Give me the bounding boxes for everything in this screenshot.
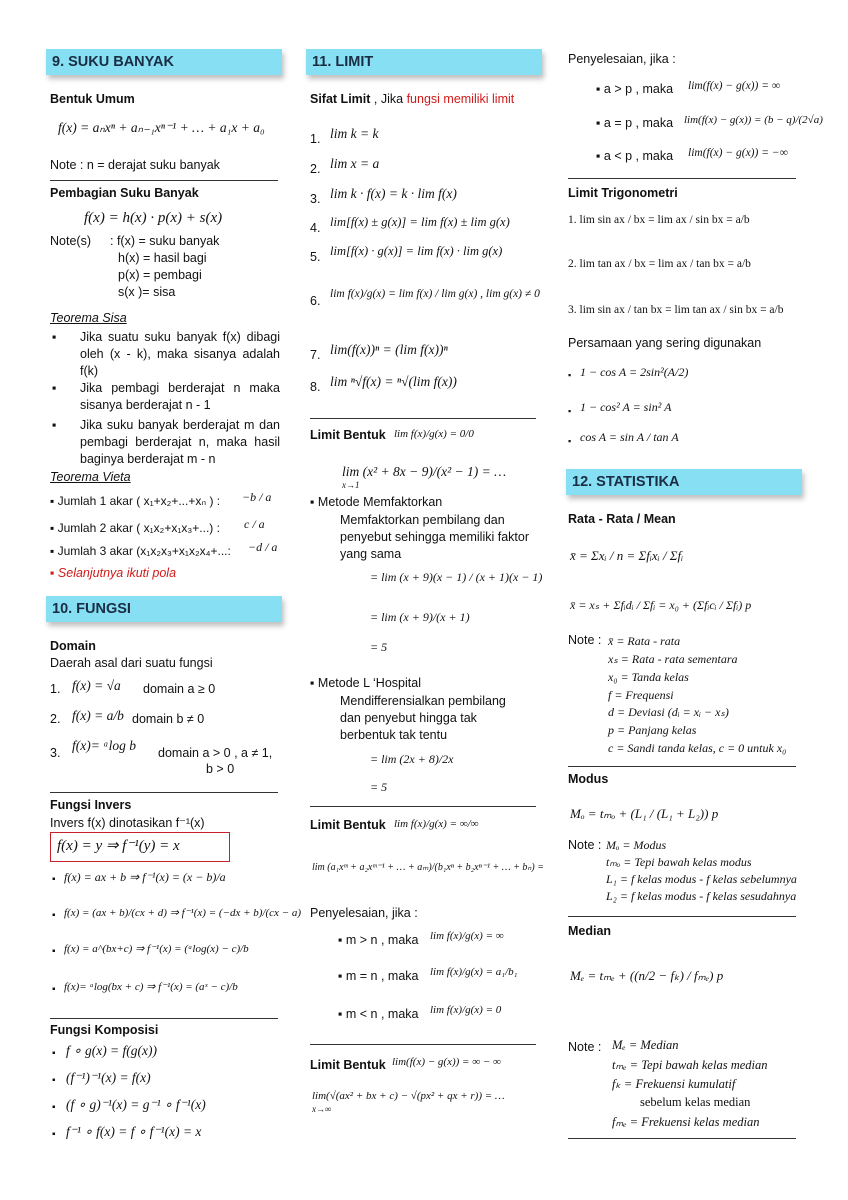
- komposisi-3: (f ∘ g)⁻¹(x) = g⁻¹ ∘ f⁻¹(x): [66, 1097, 206, 1112]
- domain-formula-3: f(x)= ᵃlog b: [72, 738, 136, 753]
- domain-num-1: 1.: [50, 682, 61, 696]
- modus-note-2: tₘₒ = Tepi bawah kelas modus: [606, 855, 752, 869]
- case-m-equal-n-expr: lim f(x)/g(x) = a₁/b₁: [430, 966, 518, 978]
- note-s: s(x )= sisa: [118, 285, 176, 299]
- step-4: = lim (2x + 8)/2x: [370, 752, 454, 766]
- note-label: Note :: [568, 1040, 602, 1054]
- komposisi-1: f ∘ g(x) = f(g(x)): [66, 1043, 158, 1058]
- bullet: ▪: [52, 381, 57, 395]
- modus-note-3: L₁ = f kelas modus - f kelas sebelumnya: [606, 872, 797, 886]
- domain-num-2: 2.: [50, 712, 61, 726]
- divider: [50, 180, 278, 181]
- note-n: Note : n = derajat suku banyak: [50, 158, 220, 172]
- step-3: = 5: [370, 640, 388, 654]
- invers-4: f(x)= ᵃlog(bx + c) ⇒ f⁻¹(x) = (aˣ − c)/b: [64, 981, 238, 993]
- invers-1: f(x) = ax + b ⇒ f⁻¹(x) = (x − b)/a: [64, 870, 226, 884]
- median-note-2: tₘₑ = Tepi bawah kelas median: [612, 1058, 768, 1072]
- limit-bentuk-3-expr: lim(f(x) − g(x)) = ∞ − ∞: [392, 1056, 501, 1068]
- case-a-less-p: ▪ a < p , maka: [596, 149, 674, 163]
- bullet: ▪: [52, 874, 56, 885]
- step-1: = lim (x + 9)(x − 1) / (x + 1)(x − 1): [370, 570, 543, 584]
- bullet: ▪: [52, 910, 56, 921]
- metode-memfaktorkan-desc: Memfaktorkan pembilang dan penyebut sehingga memiliki faktor yang sama: [340, 513, 529, 561]
- penyelesaian-label-2: Penyelesaian, jika :: [568, 52, 676, 66]
- limit-prop-num: 3.: [310, 192, 321, 206]
- heading-median: Median: [568, 924, 612, 938]
- heading-bentuk-umum: Bentuk Umum: [50, 92, 135, 106]
- median-note-3: fₖ = Frekuensi kumulatif: [612, 1077, 736, 1091]
- case-a-equal-p-expr: lim(f(x) − g(x)) = (b − q)/(2√a): [684, 114, 823, 126]
- divider: [310, 806, 536, 807]
- bullet: ▪: [52, 1129, 56, 1140]
- domain-cond-3: domain a > 0 , a ≠ 1,: [158, 746, 273, 760]
- note-f: : f(x) = suku banyak: [110, 234, 220, 248]
- heading-limit-bentuk-2: Limit Bentuk: [310, 818, 386, 832]
- case-a-less-p-expr: lim(f(x) − g(x)) = −∞: [688, 147, 788, 159]
- bullet: ▪: [52, 1102, 56, 1113]
- mean-formula-1: x̄ = Σxᵢ / n = Σfᵢxᵢ / Σfᵢ: [570, 548, 684, 563]
- identity-3: cos A = sin A / tan A: [580, 430, 679, 444]
- case-m-less-n: ▪ m < n , maka: [338, 1007, 419, 1021]
- mean-note-7: c = Sandi tanda kelas, c = 0 untuk x₀: [608, 741, 787, 755]
- domain-cond-2: domain b ≠ 0: [132, 712, 205, 726]
- divider: [50, 1018, 278, 1019]
- bullet: ▪: [52, 946, 56, 957]
- note-label: Note :: [568, 633, 602, 647]
- limit-bentuk-1-expr: lim f(x)/g(x) = 0/0: [394, 428, 474, 440]
- mean-note-4: f = Frequensi: [608, 688, 674, 702]
- vieta-frac-3: −d / a: [248, 540, 278, 554]
- formula-division: f(x) = h(x) · p(x) + s(x): [84, 210, 223, 226]
- heading-fungsi-komposisi: Fungsi Komposisi: [50, 1023, 159, 1037]
- note-h: h(x) = hasil bagi: [118, 251, 207, 265]
- invers-box: f(x) = y ⇒ f⁻¹(y) = x: [50, 832, 230, 862]
- metode-lhospital-desc: Mendifferensialkan pembilang dan penyebut hingga tak berbentuk tak tentu: [340, 694, 506, 742]
- divider: [310, 418, 536, 419]
- identity-2: 1 − cos² A = sin² A: [580, 400, 672, 414]
- bullet: ▪: [52, 984, 56, 995]
- invers-desc: Invers f(x) dinotasikan f⁻¹(x): [50, 816, 205, 830]
- limit-prop-6: lim f(x)/g(x) = lim f(x) / lim g(x) , lim g(x) ≠ 0: [330, 288, 540, 300]
- bullet: ▪: [52, 1075, 56, 1086]
- divider: [50, 792, 278, 793]
- divider: [568, 1138, 796, 1139]
- case-m-greater-n-expr: lim f(x)/g(x) = ∞: [430, 930, 504, 942]
- trig-3: 3. lim sin ax / tan bx = lim tan ax / sin bx = a/b: [568, 304, 784, 316]
- median-note-1: Mₑ = Median: [612, 1038, 679, 1052]
- limit-sub-inf: x→∞: [312, 1104, 332, 1114]
- sifat-limit-condition: fungsi memiliki limit: [406, 92, 515, 106]
- sisa-item-2: Jika pembagi berderajat n maka sisanya berderajat n - 1: [80, 381, 280, 412]
- limit-prop-1: lim k = k: [330, 126, 379, 141]
- heading-limit-trigonometri: Limit Trigonometri: [568, 186, 678, 200]
- divider: [568, 766, 796, 767]
- limit-prop-3: lim k · f(x) = k · lim f(x): [330, 186, 457, 201]
- trig-1: 1. lim sin ax / bx = lim ax / sin bx = a/b: [568, 214, 750, 226]
- median-formula: Mₑ = tₘₑ + ((n/2 − fₖ) / fₘₑ) p: [570, 968, 724, 983]
- komposisi-2: (f⁻¹)⁻¹(x) = f(x): [66, 1070, 151, 1085]
- identity-1: 1 − cos A = 2sin²(A/2): [580, 365, 689, 379]
- limit-prop-num: 2.: [310, 162, 321, 176]
- vieta-item-3: ▪ Jumlah 3 akar (x₁x₂x₃+x₁x₂x₄+...:: [50, 544, 231, 558]
- bullet: ▪: [568, 436, 572, 446]
- case-m-equal-n: ▪ m = n , maka: [338, 969, 419, 983]
- bullet: ▪: [52, 330, 57, 344]
- heading-rata-rata: Rata - Rata / Mean: [568, 512, 676, 526]
- heading-limit-bentuk-3: Limit Bentuk: [310, 1058, 386, 1072]
- limit-prop-7: lim(f(x))ⁿ = (lim f(x))ⁿ: [330, 342, 448, 357]
- limit-prop-num: 6.: [310, 294, 321, 308]
- domain-formula-2: f(x) = a/b: [72, 708, 124, 723]
- mean-note-2: xₛ = Rata - rata sementara: [608, 652, 738, 666]
- bullet: ▪: [568, 370, 572, 380]
- vieta-item-2: ▪ Jumlah 2 akar ( x₁x₂+x₁x₃+...) :: [50, 521, 220, 535]
- note-label: Note :: [568, 838, 602, 852]
- bullet: ▪: [52, 418, 57, 432]
- divider: [568, 916, 796, 917]
- modus-formula: Mₒ = tₘₒ + (L₁ / (L₁ + L₂)) p: [570, 806, 719, 821]
- case-a-greater-p-expr: lim(f(x) − g(x)) = ∞: [688, 80, 781, 92]
- invers-3: f(x) = a^(bx+c) ⇒ f⁻¹(x) = (ᵃlog(x) − c)/b: [64, 943, 249, 955]
- penyelesaian-label: Penyelesaian, jika :: [310, 906, 418, 920]
- mean-note-6: p = Panjang kelas: [608, 723, 697, 737]
- limit-prop-2: lim x = a: [330, 156, 380, 171]
- komposisi-4: f⁻¹ ∘ f(x) = f ∘ f⁻¹(x) = x: [66, 1124, 202, 1139]
- limit-sub: x→1: [342, 480, 360, 490]
- case-a-equal-p: ▪ a = p , maka: [596, 116, 674, 130]
- heading-domain: Domain: [50, 639, 96, 653]
- case-a-greater-p: ▪ a > p , maka: [596, 82, 674, 96]
- median-note-4: fₘₑ = Frekuensi kelas median: [612, 1115, 760, 1129]
- sisa-item-3: Jika suku banyak berderajat m dan pembagi berderajat n, maka hasil baginya berderajat m - n: [80, 418, 280, 466]
- limit-prop-num: 5.: [310, 250, 321, 264]
- limit-prop-num: 1.: [310, 132, 321, 146]
- section-header-suku-banyak: 9. SUKU BANYAK: [46, 49, 282, 75]
- vieta-frac-2: c / a: [244, 517, 265, 531]
- modus-note-4: L₂ = f kelas modus - f kelas sesudahnya: [606, 889, 797, 903]
- limit-prop-5: lim[f(x) · g(x)] = lim f(x) · lim g(x): [330, 244, 503, 258]
- heading-modus: Modus: [568, 772, 609, 786]
- limit-example-1: lim (x² + 8x − 9)/(x² − 1) = …: [342, 464, 507, 479]
- mean-formula-2: x̄ = xₛ + Σfᵢdᵢ / Σfᵢ = x₀ + (Σfᵢcᵢ / Σfᵢ) p: [570, 598, 752, 612]
- sifat-limit-line: [310, 92, 514, 106]
- limit-prop-4: lim[f(x) ± g(x)] = lim f(x) ± lim g(x): [330, 215, 510, 229]
- mean-note-3: x₀ = Tanda kelas: [608, 670, 689, 684]
- step-5: = 5: [370, 780, 388, 794]
- vieta-frac-1: −b / a: [242, 490, 272, 504]
- divider: [310, 1044, 536, 1045]
- vieta-item-1: ▪ Jumlah 1 akar ( x₁+x₂+...+xₙ ) :: [50, 494, 221, 508]
- domain-num-3: 3.: [50, 746, 61, 760]
- median-note-3b: sebelum kelas median: [640, 1095, 751, 1109]
- domain-formula-1: f(x) = √a: [72, 678, 121, 693]
- trig-2: 2. lim tan ax / bx = lim ax / tan bx = a/b: [568, 258, 751, 270]
- heading-persamaan: Persamaan yang sering digunakan: [568, 336, 762, 350]
- sisa-item-1: Jika suatu suku banyak f(x) dibagi oleh (x - k), maka sisanya adalah f(k): [80, 330, 280, 378]
- domain-cond-3b: b > 0: [206, 762, 235, 776]
- note-p: p(x) = pembagi: [118, 268, 202, 282]
- mean-note-1: x̄ = Rata - rata: [608, 634, 681, 648]
- vieta-item-4: ▪ Selanjutnya ikuti pola: [50, 566, 177, 580]
- bullet: ▪: [52, 1048, 56, 1059]
- section-header-limit: 11. LIMIT: [306, 49, 542, 75]
- notes-label: Note(s): [50, 234, 91, 248]
- section-header-statistika: 12. STATISTIKA: [566, 469, 802, 495]
- domain-desc: Daerah asal dari suatu fungsi: [50, 656, 213, 670]
- heading-limit-bentuk-1: Limit Bentuk: [310, 428, 386, 442]
- section-header-fungsi: 10. FUNGSI: [46, 596, 282, 622]
- case-m-greater-n: ▪ m > n , maka: [338, 933, 419, 947]
- metode-memfaktorkan: ▪ Metode Memfaktorkan: [310, 495, 443, 509]
- heading-teorema-sisa: Teorema Sisa: [50, 311, 127, 325]
- sifat-limit-jika: , Jika: [373, 92, 404, 106]
- divider: [568, 178, 796, 179]
- heading-teorema-vieta: Teorema Vieta: [50, 470, 131, 484]
- mean-note-5: d = Deviasi (dᵢ = xᵢ − xₛ): [608, 705, 729, 719]
- domain-cond-1: domain a ≥ 0: [143, 682, 216, 696]
- step-2: = lim (x + 9)/(x + 1): [370, 610, 470, 624]
- heading-pembagian: Pembagian Suku Banyak: [50, 186, 199, 200]
- invers-2: f(x) = (ax + b)/(cx + d) ⇒ f⁻¹(x) = (−dx + b)/(cx − a): [64, 907, 302, 919]
- limit-example-2: lim (a₁xᵐ + a₂xᵐ⁻¹ + … + aₘ)/(b₁xⁿ + b₂xⁿ⁻¹ + … + bₙ) =: [312, 862, 544, 873]
- limit-bentuk-2-expr: lim f(x)/g(x) = ∞/∞: [394, 818, 479, 830]
- formula-general-polynomial: f(x) = aₙxⁿ + aₙ₋₁xⁿ⁻¹ + … + a₁x + a₀: [58, 120, 265, 135]
- case-m-less-n-expr: lim f(x)/g(x) = 0: [430, 1004, 502, 1016]
- limit-prop-num: 7.: [310, 348, 321, 362]
- limit-prop-num: 8.: [310, 380, 321, 394]
- bullet: ▪: [568, 406, 572, 416]
- limit-example-3: lim(√(ax² + bx + c) − √(px² + qx + r)) = …: [312, 1090, 505, 1102]
- sifat-limit-label: Sifat Limit: [310, 92, 371, 106]
- metode-lhospital: ▪ Metode L ‘Hospital: [310, 676, 421, 690]
- modus-note-1: Mₒ = Modus: [606, 838, 667, 852]
- limit-prop-8: lim ⁿ√f(x) = ⁿ√(lim f(x)): [330, 374, 457, 389]
- heading-fungsi-invers: Fungsi Invers: [50, 798, 132, 812]
- limit-prop-num: 4.: [310, 221, 321, 235]
